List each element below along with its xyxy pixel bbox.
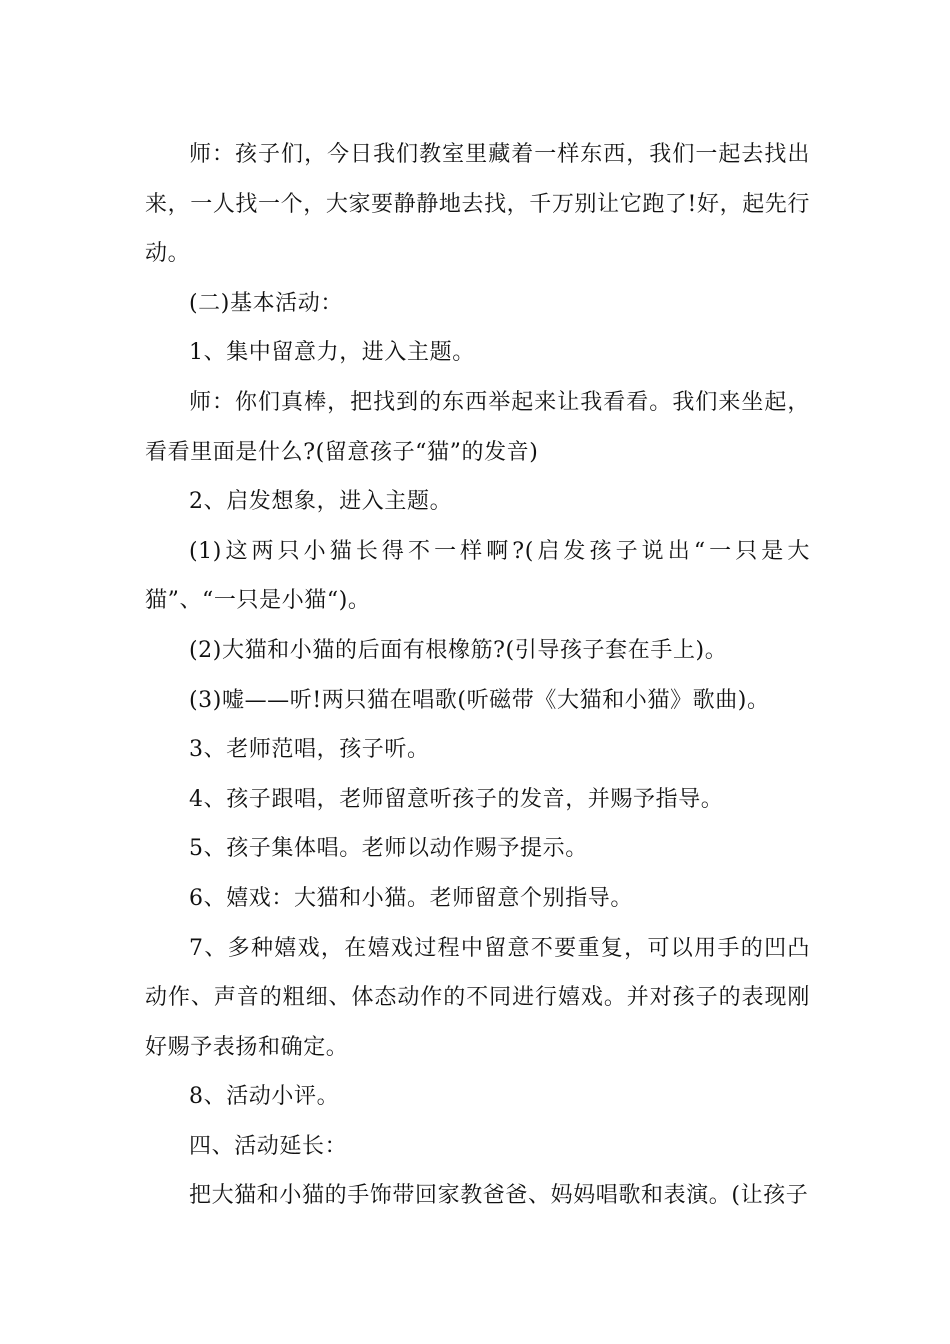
step-4: 4、孩子跟唱，老师留意听孩子的发音，并赐予指导。 <box>189 786 724 812</box>
paragraph-teacher-dialogue: 师：你们真棒，把找到的东西举起来让我看看。我们来坐起，看看里面是什么?(留意孩子“猫”的发音) <box>145 389 810 465</box>
step-2-heading: 2、启发想象，进入主题。 <box>189 489 453 515</box>
paragraph-intro-dialogue: 师：孩子们，今日我们教室里藏着一样东西，我们一起去找出来，一人找一个，大家要静静地去找，千万别让它跑了!好，起先行动。 <box>145 142 810 267</box>
substep-3: (3)嘘——听!两只猫在唱歌(听磁带《大猫和小猫》歌曲)。 <box>189 687 770 713</box>
section-heading-basic-activity: (二)基本活动： <box>189 290 343 316</box>
step-5: 5、孩子集体唱。老师以动作赐予提示。 <box>189 836 588 862</box>
substep-2: (2)大猫和小猫的后面有根橡筋?(引导孩子套在手上)。 <box>189 637 728 663</box>
step-8: 8、活动小评。 <box>189 1084 340 1110</box>
step-7: 7、多种嬉戏，在嬉戏过程中留意不要重复，可以用手的凹凸动作、声音的粗细、体态动作的不同进行嬉戏。并对孩子的表现刚好赐予表扬和确定。 <box>145 935 810 1060</box>
paragraph-extension: 把大猫和小猫的手饰带回家教爸爸、妈妈唱歌和表演。(让孩子 <box>189 1183 809 1209</box>
section-heading-extension: 四、活动延长： <box>189 1133 348 1159</box>
step-3: 3、老师范唱，孩子听。 <box>189 737 430 763</box>
document-body <box>145 130 810 1221</box>
step-1-heading: 1、集中留意力，进入主题。 <box>189 340 475 366</box>
substep-1: (1)这两只小猫长得不一样啊?(启发孩子说出“一只是大猫”、“一只是小猫“)。 <box>145 538 810 614</box>
step-6: 6、嬉戏：大猫和小猫。老师留意个别指导。 <box>189 885 633 911</box>
